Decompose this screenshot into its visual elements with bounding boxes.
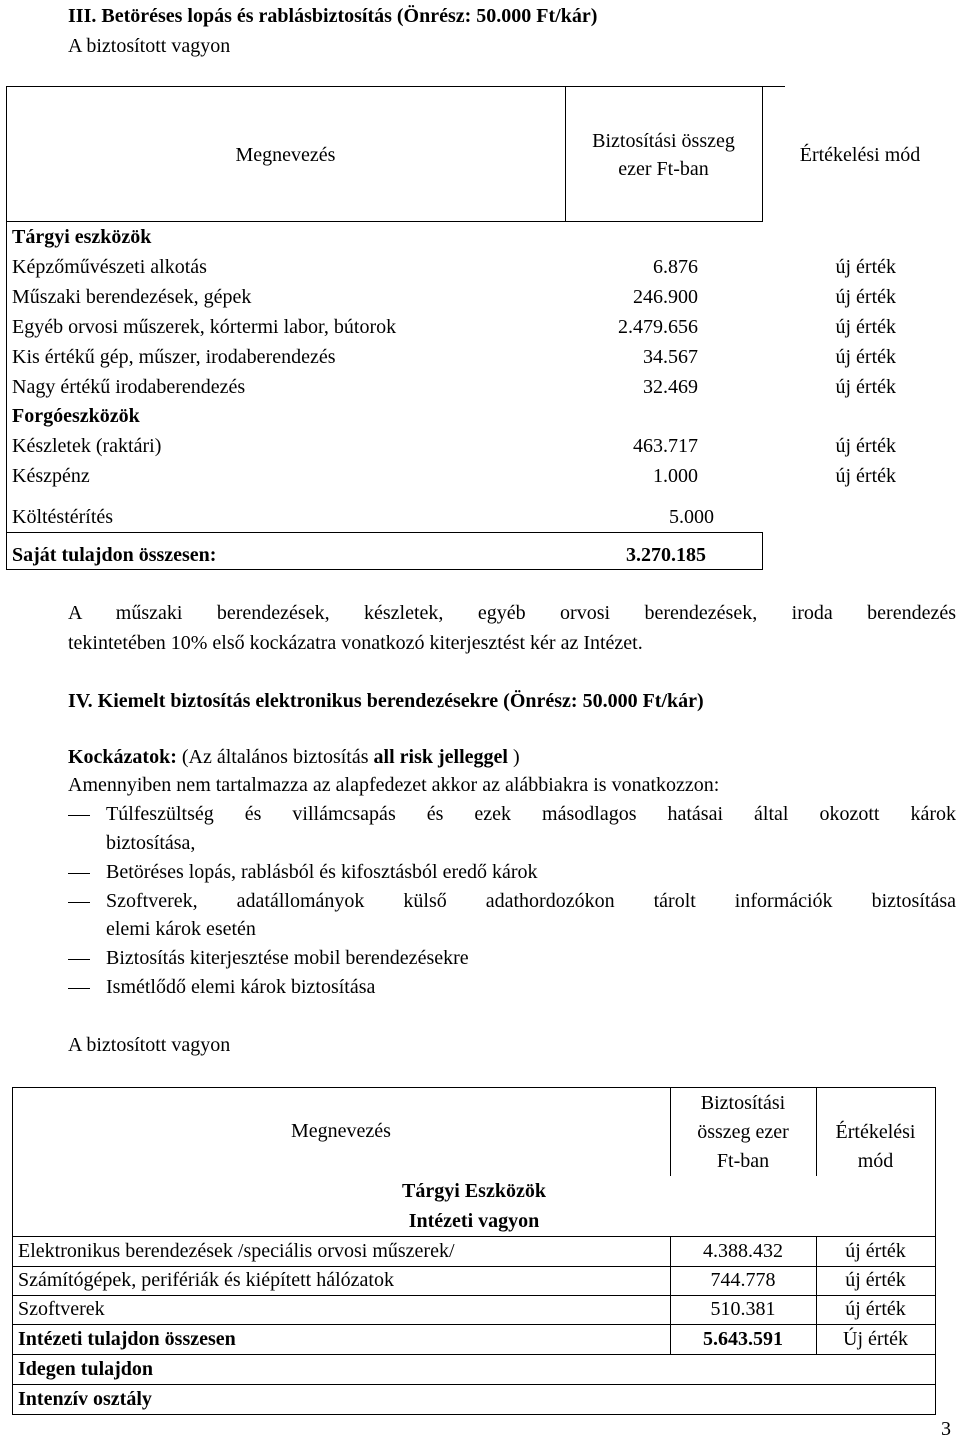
header-amount: Biztosítási xyxy=(700,1092,786,1114)
header-amount: Biztosítási összeg xyxy=(592,130,735,152)
coverage-intro: Amennyiben nem tartalmazza az alapfedezet akkor az alábbiakra is vonatkozzon: xyxy=(68,774,720,796)
group-current-assets: Forgóeszközök xyxy=(12,405,140,427)
section-4-subtitle: A biztosított vagyon xyxy=(68,1034,231,1056)
section-3-subtitle: A biztosított vagyon xyxy=(68,35,231,57)
dash-icon xyxy=(68,902,90,903)
foreign-property: Idegen tulajdon xyxy=(18,1358,154,1380)
group-tangible-assets: Tárgyi eszközök xyxy=(12,226,152,248)
all-risk-text: all risk jelleggel xyxy=(373,746,508,768)
header-name: Megnevezés xyxy=(235,144,336,166)
section-4-title: IV. Kiemelt biztosítás elektronikus berendezésekre (Önrész: 50.000 Ft/kár) xyxy=(68,690,704,712)
group-tangible-assets: Tárgyi Eszközök xyxy=(402,1180,546,1202)
dash-icon xyxy=(68,988,90,989)
section-3-note-line-2: tekintetében 10% első kockázatra vonatkozó kiterjesztést kér az Intézet. xyxy=(68,632,643,654)
risks-label: Kockázatok: xyxy=(68,746,177,768)
section-3-title: III. Betöréses lopás és rablásbiztosítás (Önrész: 50.000 Ft/kár) xyxy=(68,5,598,27)
intensive-ward: Intenzív osztály xyxy=(18,1388,152,1410)
group-institution-assets: Intézeti vagyon xyxy=(408,1210,540,1232)
section-3-note-line-1: A műszaki berendezések, készletek, egyéb orvosi berendezések, iroda berendezés xyxy=(68,602,956,624)
dash-icon xyxy=(68,815,90,816)
dash-icon xyxy=(68,873,90,874)
header-method: Értékelési xyxy=(835,1121,916,1143)
risks-line: Kockázatok: (Az általános biztosítás all risk jelleggel ) xyxy=(68,746,520,768)
dash-icon xyxy=(68,959,90,960)
header-amount-unit: ezer Ft-ban xyxy=(618,158,709,180)
header-name: Megnevezés xyxy=(291,1120,391,1142)
header-method: Értékelési mód xyxy=(799,144,921,166)
page-number: 3 xyxy=(941,1418,951,1440)
